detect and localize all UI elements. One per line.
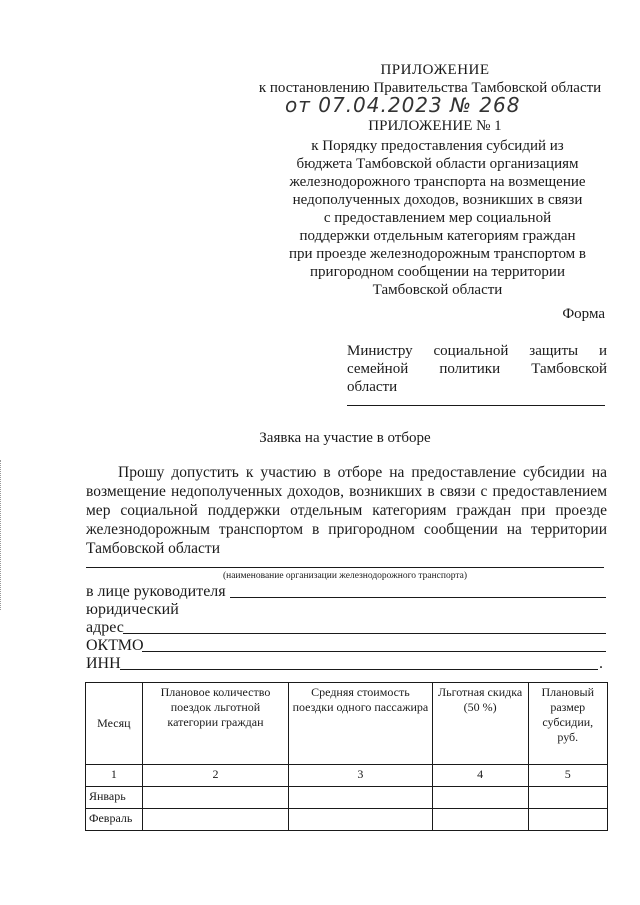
organization-name-hint: (наименование организации железнодорожного транспорта) [222, 571, 468, 581]
header-subsidy: Плановый размер субсидии, руб. [528, 683, 607, 765]
handwritten-date: от 07.04.2023 № 268 [285, 93, 521, 117]
form-label: Форма [562, 306, 605, 322]
annex-line: Тамбовской области [372, 282, 503, 298]
addressee-line-2: семейной политики Тамбовской [347, 361, 607, 377]
inn-label: ИНН [86, 655, 121, 672]
col-number: 5 [528, 765, 607, 787]
manager-label: в лице руководителя [86, 583, 226, 600]
discount-cell[interactable] [432, 809, 528, 831]
annex-title: ПРИЛОЖЕНИЕ № 1 [368, 118, 502, 134]
col-number: 2 [142, 765, 288, 787]
header-avg-cost: Средняя стоимость поездки одного пассажира [289, 683, 432, 765]
addressee-line-1: Министру социальной защиты и [347, 343, 607, 359]
application-text-line: мер социальной поддержки отдельным категориям граждан при проезде [86, 502, 607, 519]
header-trips: Плановое количество поездок льготной категории граждан [142, 683, 288, 765]
subsidy-cell[interactable] [528, 809, 607, 831]
address-input-line[interactable] [123, 633, 606, 634]
scan-edge-mark [0, 460, 3, 610]
oktmo-label: ОКТМО [86, 637, 144, 654]
col-number: 4 [432, 765, 528, 787]
annex-line: поддержки отдельным категориям граждан [299, 228, 576, 244]
application-text-line: железнодорожным транспортом в пригородном сообщении на территории [86, 521, 607, 538]
application-text-line: возмещение недополученных доходов, возникших в связи с предоставлением [86, 483, 607, 500]
legal-label: юридический [86, 601, 179, 618]
addressee-signature-line [347, 405, 605, 406]
oktmo-input-line[interactable] [142, 651, 606, 652]
addressee-line-3: области [347, 379, 398, 395]
address-label: адрес [86, 619, 124, 636]
organization-name-line[interactable] [86, 567, 604, 568]
table-number-row [86, 765, 608, 787]
table-row [86, 787, 608, 809]
annex-line: железнодорожного транспорта на возмещение [289, 174, 586, 190]
discount-cell[interactable] [432, 787, 528, 809]
table-row [86, 809, 608, 831]
appendix-title: ПРИЛОЖЕНИЕ [380, 62, 490, 78]
col-number: 3 [289, 765, 432, 787]
table-header-row [86, 683, 608, 765]
subsidy-table [85, 682, 608, 831]
month-cell: Февраль [86, 809, 143, 831]
manager-input-line[interactable] [230, 597, 606, 598]
trips-cell[interactable] [142, 809, 288, 831]
annex-line: бюджета Тамбовской области организациям [296, 156, 579, 172]
application-title: Заявка на участие в отборе [259, 430, 431, 446]
annex-line: с предоставлением мер социальной [323, 210, 552, 226]
annex-line: при проезде железнодорожным транспортом в [289, 246, 586, 262]
appendix-subtitle: к постановлению Правительства Тамбовской области [258, 80, 602, 96]
trips-cell[interactable] [142, 787, 288, 809]
header-month: Месяц [86, 683, 143, 765]
inn-input-line[interactable] [120, 669, 598, 670]
application-text-line: Прошу допустить к участию в отборе на предоставление субсидии на [118, 464, 607, 481]
month-cell: Январь [86, 787, 143, 809]
col-number: 1 [86, 765, 143, 787]
avg-cost-cell[interactable] [289, 787, 432, 809]
header-discount: Льготная скидка (50 %) [432, 683, 528, 765]
annex-line: пригородном сообщении на территории [310, 264, 565, 280]
application-text-last-line: Тамбовской области [86, 540, 220, 557]
annex-line: недополученных доходов, возникших в связи [292, 192, 583, 208]
annex-line: к Порядку предоставления субсидий из [311, 138, 564, 154]
subsidy-cell[interactable] [528, 787, 607, 809]
avg-cost-cell[interactable] [289, 809, 432, 831]
inn-end-dot: . [599, 655, 603, 672]
